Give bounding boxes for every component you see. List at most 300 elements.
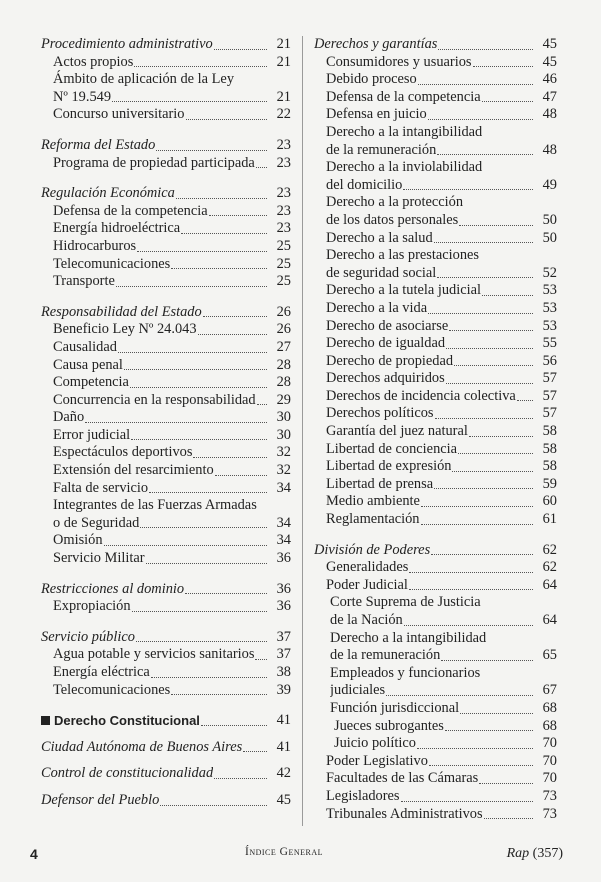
page-ref: 53 bbox=[542, 299, 557, 316]
page-ref: 57 bbox=[542, 370, 557, 387]
page-ref: 62 bbox=[542, 541, 557, 558]
toc-entry[interactable] bbox=[314, 665, 557, 700]
page-ref: 62 bbox=[542, 559, 557, 576]
page-ref: 22 bbox=[276, 106, 291, 123]
spacer bbox=[41, 730, 291, 739]
footer-title: Índice General bbox=[245, 846, 324, 858]
page-ref: 53 bbox=[542, 282, 557, 299]
dot-leader bbox=[136, 641, 267, 642]
page-ref: 37 bbox=[276, 646, 291, 663]
entry-row bbox=[41, 629, 291, 647]
entry-text: Consumidores y usuarios bbox=[326, 53, 472, 70]
toc-entry[interactable] bbox=[314, 282, 557, 300]
dot-leader bbox=[429, 765, 533, 766]
entry-row bbox=[314, 265, 557, 283]
dot-leader bbox=[460, 713, 533, 714]
page-ref: 58 bbox=[542, 440, 557, 457]
toc-heading[interactable] bbox=[41, 137, 291, 155]
toc-entry[interactable] bbox=[314, 476, 557, 494]
publication-name: Rap bbox=[506, 846, 530, 861]
entry-row bbox=[41, 203, 291, 221]
toc-entry[interactable] bbox=[41, 392, 291, 410]
dot-leader bbox=[401, 801, 533, 802]
toc-entry[interactable] bbox=[41, 339, 291, 357]
dot-leader bbox=[137, 251, 267, 252]
toc-entry[interactable] bbox=[314, 247, 557, 282]
dot-leader bbox=[409, 572, 533, 573]
entry-text: Error judicial bbox=[53, 426, 131, 443]
toc-entry[interactable] bbox=[314, 458, 557, 476]
toc-entry[interactable] bbox=[41, 273, 291, 291]
entry-row bbox=[314, 142, 557, 160]
dot-leader bbox=[131, 439, 267, 440]
toc-entry[interactable] bbox=[314, 405, 557, 423]
toc-entry[interactable] bbox=[314, 700, 557, 718]
dot-leader bbox=[452, 471, 533, 472]
toc-entry[interactable] bbox=[314, 106, 557, 124]
entry-text: Falta de servicio bbox=[53, 479, 149, 496]
entry-row bbox=[314, 718, 557, 736]
page-ref: 23 bbox=[276, 136, 291, 153]
column-divider bbox=[302, 36, 303, 826]
entry-text: Beneficio Ley Nº 24.043 bbox=[53, 321, 197, 338]
dot-leader bbox=[171, 694, 267, 695]
page-ref: 30 bbox=[276, 426, 291, 443]
page-ref: 57 bbox=[542, 387, 557, 404]
page-ref: 50 bbox=[542, 211, 557, 228]
entry-row bbox=[41, 409, 291, 427]
toc-entry[interactable] bbox=[41, 497, 291, 532]
toc-heading[interactable] bbox=[314, 36, 557, 54]
toc-entry[interactable] bbox=[314, 493, 557, 511]
entry-row bbox=[41, 682, 291, 700]
entry-row bbox=[314, 282, 557, 300]
entry-text: o de Seguridad bbox=[53, 514, 140, 531]
toc-entry[interactable] bbox=[314, 577, 557, 595]
dot-leader bbox=[446, 383, 533, 384]
entry-row bbox=[41, 392, 291, 410]
toc-entry[interactable] bbox=[41, 71, 291, 106]
entry-row bbox=[314, 370, 557, 388]
toc-entry[interactable] bbox=[314, 159, 557, 194]
page-ref: 64 bbox=[542, 576, 557, 593]
toc-entry[interactable] bbox=[41, 598, 291, 616]
entry-row bbox=[314, 36, 557, 54]
entry-row bbox=[314, 335, 557, 353]
page-ref: 32 bbox=[276, 462, 291, 479]
entry-row bbox=[41, 137, 291, 155]
toc-entry[interactable] bbox=[41, 155, 291, 173]
entry-text: Agua potable y servicios sanitarios bbox=[53, 646, 255, 663]
entry-row bbox=[41, 739, 291, 757]
entry-text: Poder Judicial bbox=[326, 576, 408, 593]
dot-leader bbox=[198, 334, 267, 335]
entry-text: Poder Legislativo bbox=[326, 752, 428, 769]
entry-text: del domicilio bbox=[326, 176, 403, 193]
toc-entry[interactable] bbox=[41, 550, 291, 568]
toc-entry[interactable] bbox=[314, 511, 557, 529]
entry-row bbox=[41, 374, 291, 392]
dot-leader bbox=[124, 369, 267, 370]
page-ref: 23 bbox=[276, 202, 291, 219]
entry-text: Empleados y funcionarios bbox=[330, 664, 481, 681]
entry-text: Causalidad bbox=[53, 338, 117, 355]
right-column bbox=[314, 36, 557, 823]
dot-leader bbox=[112, 101, 267, 102]
dot-leader bbox=[209, 215, 267, 216]
toc-entry[interactable] bbox=[314, 230, 557, 248]
dot-leader bbox=[428, 119, 533, 120]
entry-row bbox=[41, 339, 291, 357]
entry-text: Hidrocarburos bbox=[53, 237, 137, 254]
entry-line bbox=[314, 247, 557, 265]
dot-leader bbox=[160, 805, 267, 806]
spacer bbox=[41, 124, 291, 137]
page-ref: 56 bbox=[542, 352, 557, 369]
toc-entry[interactable] bbox=[314, 770, 557, 788]
entry-text: Telecomunicaciones bbox=[53, 255, 171, 272]
page-ref: 28 bbox=[276, 356, 291, 373]
page-ref: 53 bbox=[542, 317, 557, 334]
toc-entry[interactable] bbox=[314, 788, 557, 806]
page-ref: 32 bbox=[276, 444, 291, 461]
entry-line bbox=[314, 665, 557, 683]
dot-leader bbox=[421, 524, 533, 525]
toc-entry[interactable] bbox=[314, 753, 557, 771]
toc-heading[interactable] bbox=[41, 629, 291, 647]
entry-text: Extensión del resarcimiento bbox=[53, 462, 214, 479]
entry-row bbox=[41, 765, 291, 783]
entry-row bbox=[314, 405, 557, 423]
entry-row bbox=[314, 788, 557, 806]
entry-text: Integrantes de las Fuerzas Armadas bbox=[53, 497, 257, 514]
toc-entry[interactable] bbox=[314, 89, 557, 107]
entry-text: Energía eléctrica bbox=[53, 664, 150, 680]
page-ref: 21 bbox=[276, 53, 291, 70]
entry-text: Responsabilidad del Estado bbox=[41, 303, 202, 320]
entry-text: Derecho de asociarse bbox=[326, 317, 449, 334]
entry-text: Derechos y garantías bbox=[314, 36, 438, 52]
dot-leader bbox=[176, 198, 267, 199]
toc-entry[interactable] bbox=[314, 335, 557, 353]
entry-row bbox=[41, 273, 291, 291]
entry-text: Jueces subrogantes bbox=[334, 717, 444, 734]
page-ref: 34 bbox=[276, 532, 291, 549]
entry-text: Derechos de incidencia colectiva bbox=[326, 387, 516, 404]
entry-text: Energía hidroeléctrica bbox=[53, 220, 181, 237]
entry-text: Concurso universitario bbox=[53, 106, 185, 123]
entry-row bbox=[41, 357, 291, 375]
spacer bbox=[41, 616, 291, 629]
toc-heading[interactable] bbox=[41, 36, 291, 54]
dot-leader bbox=[428, 313, 533, 314]
entry-text: Libertad de prensa bbox=[326, 475, 434, 492]
page-ref: 34 bbox=[276, 479, 291, 496]
entry-text: Ámbito de aplicación de la Ley bbox=[53, 71, 235, 88]
toc-entry[interactable] bbox=[314, 318, 557, 336]
entry-row bbox=[314, 682, 557, 700]
entry-text: de seguridad social bbox=[326, 264, 437, 281]
entry-line bbox=[314, 594, 557, 612]
toc-entry[interactable] bbox=[314, 388, 557, 406]
entry-row bbox=[41, 427, 291, 445]
page-ref: 57 bbox=[542, 405, 557, 422]
entry-text: División de Poderes bbox=[314, 541, 431, 558]
entry-text: Corte Suprema de Justicia bbox=[330, 594, 481, 611]
entry-row bbox=[314, 458, 557, 476]
page-ref: 30 bbox=[276, 409, 291, 426]
dot-leader bbox=[403, 189, 533, 190]
dot-leader bbox=[203, 316, 267, 317]
toc-heading[interactable] bbox=[41, 739, 291, 757]
page-ref: 46 bbox=[542, 71, 557, 88]
entry-row bbox=[314, 423, 557, 441]
entry-row bbox=[41, 532, 291, 550]
publication-issue: (357) bbox=[532, 846, 563, 861]
entry-text: Espectáculos deportivos bbox=[53, 444, 193, 461]
dot-leader bbox=[116, 286, 267, 287]
toc-entry[interactable] bbox=[314, 735, 557, 753]
entry-row bbox=[314, 212, 557, 230]
spacer bbox=[314, 529, 557, 542]
spacer bbox=[41, 291, 291, 304]
entry-text: Restricciones al dominio bbox=[41, 580, 185, 597]
entry-row bbox=[314, 300, 557, 318]
entry-text: Defensa de la competencia bbox=[326, 88, 481, 105]
toc-entry[interactable] bbox=[314, 300, 557, 318]
toc-entry[interactable] bbox=[41, 409, 291, 427]
dot-leader bbox=[140, 527, 267, 528]
dot-leader bbox=[171, 268, 267, 269]
entry-text: Actos propios bbox=[53, 53, 134, 70]
entry-text: Ciudad Autónoma de Buenos Aires bbox=[41, 738, 243, 755]
toc-entry[interactable] bbox=[41, 106, 291, 124]
entry-text: Transporte bbox=[53, 273, 115, 290]
page-ref: 61 bbox=[542, 511, 557, 528]
entry-row bbox=[314, 511, 557, 529]
entry-text: Derecho de propiedad bbox=[326, 352, 454, 369]
dot-leader bbox=[181, 233, 267, 234]
toc-entry[interactable] bbox=[41, 357, 291, 375]
toc-entry[interactable] bbox=[314, 594, 557, 629]
toc-entry[interactable] bbox=[314, 194, 557, 229]
square-bullet-icon bbox=[41, 716, 50, 725]
dot-leader bbox=[257, 404, 267, 405]
page-ref: 27 bbox=[276, 338, 291, 355]
dot-leader bbox=[132, 611, 267, 612]
dot-leader bbox=[421, 506, 533, 507]
toc-heading[interactable] bbox=[41, 304, 291, 322]
entry-line bbox=[314, 194, 557, 212]
page-ref: 70 bbox=[542, 735, 557, 752]
dot-leader bbox=[437, 277, 533, 278]
entry-text: de los datos personales bbox=[326, 211, 459, 228]
toc-heading[interactable] bbox=[41, 581, 291, 599]
entry-text: Nº 19.549 bbox=[53, 88, 112, 105]
entry-text: Medio ambiente bbox=[326, 493, 420, 510]
dot-leader bbox=[446, 348, 533, 349]
toc-entry[interactable] bbox=[41, 54, 291, 72]
dot-leader bbox=[479, 783, 533, 784]
dot-leader bbox=[85, 422, 267, 423]
toc-heading[interactable] bbox=[314, 542, 557, 560]
toc-entry[interactable] bbox=[41, 238, 291, 256]
toc-entry[interactable] bbox=[314, 806, 557, 824]
entry-text: de la Nación bbox=[330, 612, 403, 628]
entry-text: Juicio político bbox=[334, 735, 416, 752]
entry-text: Procedimiento administrativo bbox=[41, 36, 213, 52]
page-ref: 70 bbox=[542, 770, 557, 787]
entry-row bbox=[41, 36, 291, 54]
entry-row bbox=[41, 515, 291, 533]
entry-row bbox=[314, 106, 557, 124]
dot-leader bbox=[404, 625, 533, 626]
page-ref: 45 bbox=[542, 53, 557, 70]
toc-entry[interactable] bbox=[41, 462, 291, 480]
entry-row bbox=[41, 792, 291, 810]
page-ref: 58 bbox=[542, 458, 557, 475]
toc-entry[interactable] bbox=[314, 71, 557, 89]
entry-text: Concurrencia en la responsabilidad bbox=[53, 391, 256, 408]
dot-leader bbox=[459, 225, 533, 226]
dot-leader bbox=[151, 677, 267, 678]
entry-text: de la remuneración bbox=[330, 647, 441, 664]
dot-leader bbox=[434, 242, 533, 243]
toc-entry[interactable] bbox=[41, 220, 291, 238]
entry-text: Control de constitucionalidad bbox=[41, 765, 214, 782]
entry-row bbox=[41, 581, 291, 599]
page-ref: 26 bbox=[276, 321, 291, 338]
toc-heading[interactable] bbox=[41, 792, 291, 810]
page-ref: 23 bbox=[276, 154, 291, 171]
toc-entry[interactable] bbox=[41, 321, 291, 339]
toc-heading[interactable] bbox=[41, 765, 291, 783]
entry-row bbox=[41, 664, 291, 682]
entry-row bbox=[41, 238, 291, 256]
publication-ref bbox=[507, 846, 563, 862]
page-ref: 50 bbox=[542, 229, 557, 246]
entry-row bbox=[314, 54, 557, 72]
dot-leader bbox=[438, 49, 533, 50]
entry-row bbox=[314, 806, 557, 824]
dot-leader bbox=[256, 167, 267, 168]
dot-leader bbox=[130, 387, 267, 388]
dot-leader bbox=[255, 659, 267, 660]
entry-row bbox=[41, 550, 291, 568]
page-ref: 68 bbox=[542, 717, 557, 734]
entry-row bbox=[314, 542, 557, 560]
page-ref: 38 bbox=[276, 664, 291, 680]
dot-leader bbox=[243, 751, 267, 752]
dot-leader bbox=[434, 488, 533, 489]
toc-section[interactable] bbox=[41, 712, 291, 730]
toc-entry[interactable] bbox=[314, 423, 557, 441]
entry-row bbox=[41, 646, 291, 664]
dot-leader bbox=[146, 563, 267, 564]
entry-text: Debido proceso bbox=[326, 71, 417, 88]
page-ref: 34 bbox=[276, 514, 291, 531]
entry-text: Derecho a la protección bbox=[326, 194, 464, 211]
toc-entry[interactable] bbox=[314, 124, 557, 159]
toc-entry[interactable] bbox=[314, 559, 557, 577]
toc-entry[interactable] bbox=[314, 441, 557, 459]
entry-text: Libertad de conciencia bbox=[326, 440, 458, 457]
spacer bbox=[41, 568, 291, 581]
spacer bbox=[41, 172, 291, 185]
entry-text: Derecho a la tutela judicial bbox=[326, 282, 482, 299]
dot-leader bbox=[517, 400, 533, 401]
toc-entry[interactable] bbox=[41, 427, 291, 445]
entry-row bbox=[41, 480, 291, 498]
entry-text: Servicio público bbox=[41, 628, 135, 645]
toc-entry[interactable] bbox=[41, 374, 291, 392]
page-ref: 21 bbox=[276, 88, 291, 105]
entry-line bbox=[41, 71, 291, 89]
toc-heading[interactable] bbox=[41, 185, 291, 203]
dot-leader bbox=[449, 330, 533, 331]
toc-entry[interactable] bbox=[41, 256, 291, 274]
page-ref: 68 bbox=[542, 699, 557, 716]
spacer bbox=[41, 783, 291, 792]
dot-leader bbox=[458, 453, 533, 454]
toc-entry[interactable] bbox=[41, 646, 291, 664]
entry-line bbox=[41, 497, 291, 515]
entry-row bbox=[314, 388, 557, 406]
entry-row bbox=[314, 318, 557, 336]
toc-entry[interactable] bbox=[314, 54, 557, 72]
entry-text bbox=[41, 712, 200, 730]
spacer bbox=[41, 756, 291, 765]
entry-row bbox=[314, 476, 557, 494]
entry-row bbox=[314, 753, 557, 771]
toc-entry[interactable] bbox=[41, 480, 291, 498]
page-ref: 58 bbox=[542, 423, 557, 440]
dot-leader bbox=[454, 365, 533, 366]
entry-text: judiciales bbox=[330, 682, 386, 699]
entry-text: Derecho a la intangibilidad bbox=[330, 629, 487, 646]
entry-text: de la remuneración bbox=[326, 141, 437, 158]
entry-row bbox=[314, 353, 557, 371]
entry-line bbox=[314, 159, 557, 177]
dot-leader bbox=[149, 492, 267, 493]
dot-leader bbox=[185, 593, 267, 594]
entry-row bbox=[41, 598, 291, 616]
toc-entry[interactable] bbox=[41, 532, 291, 550]
page-ref: 42 bbox=[276, 765, 291, 782]
entry-row bbox=[314, 89, 557, 107]
page-ref: 37 bbox=[276, 628, 291, 645]
toc-entry[interactable] bbox=[314, 353, 557, 371]
dot-leader bbox=[134, 66, 267, 67]
toc-entry[interactable] bbox=[41, 664, 291, 682]
toc-entry[interactable] bbox=[41, 682, 291, 700]
toc-entry[interactable] bbox=[41, 203, 291, 221]
toc-entry[interactable] bbox=[314, 630, 557, 665]
toc-entry[interactable] bbox=[314, 718, 557, 736]
entry-text: Telecomunicaciones bbox=[53, 681, 171, 698]
page-ref: 39 bbox=[276, 681, 291, 698]
entry-row bbox=[314, 230, 557, 248]
dot-leader bbox=[482, 295, 533, 296]
entry-row bbox=[41, 712, 291, 730]
page-ref: 25 bbox=[276, 255, 291, 272]
entry-row bbox=[314, 559, 557, 577]
page-ref: 41 bbox=[276, 738, 291, 755]
toc-entry[interactable] bbox=[41, 444, 291, 462]
dot-leader bbox=[437, 154, 533, 155]
section-title: Derecho Constitucional bbox=[54, 713, 200, 729]
toc-entry[interactable] bbox=[314, 370, 557, 388]
